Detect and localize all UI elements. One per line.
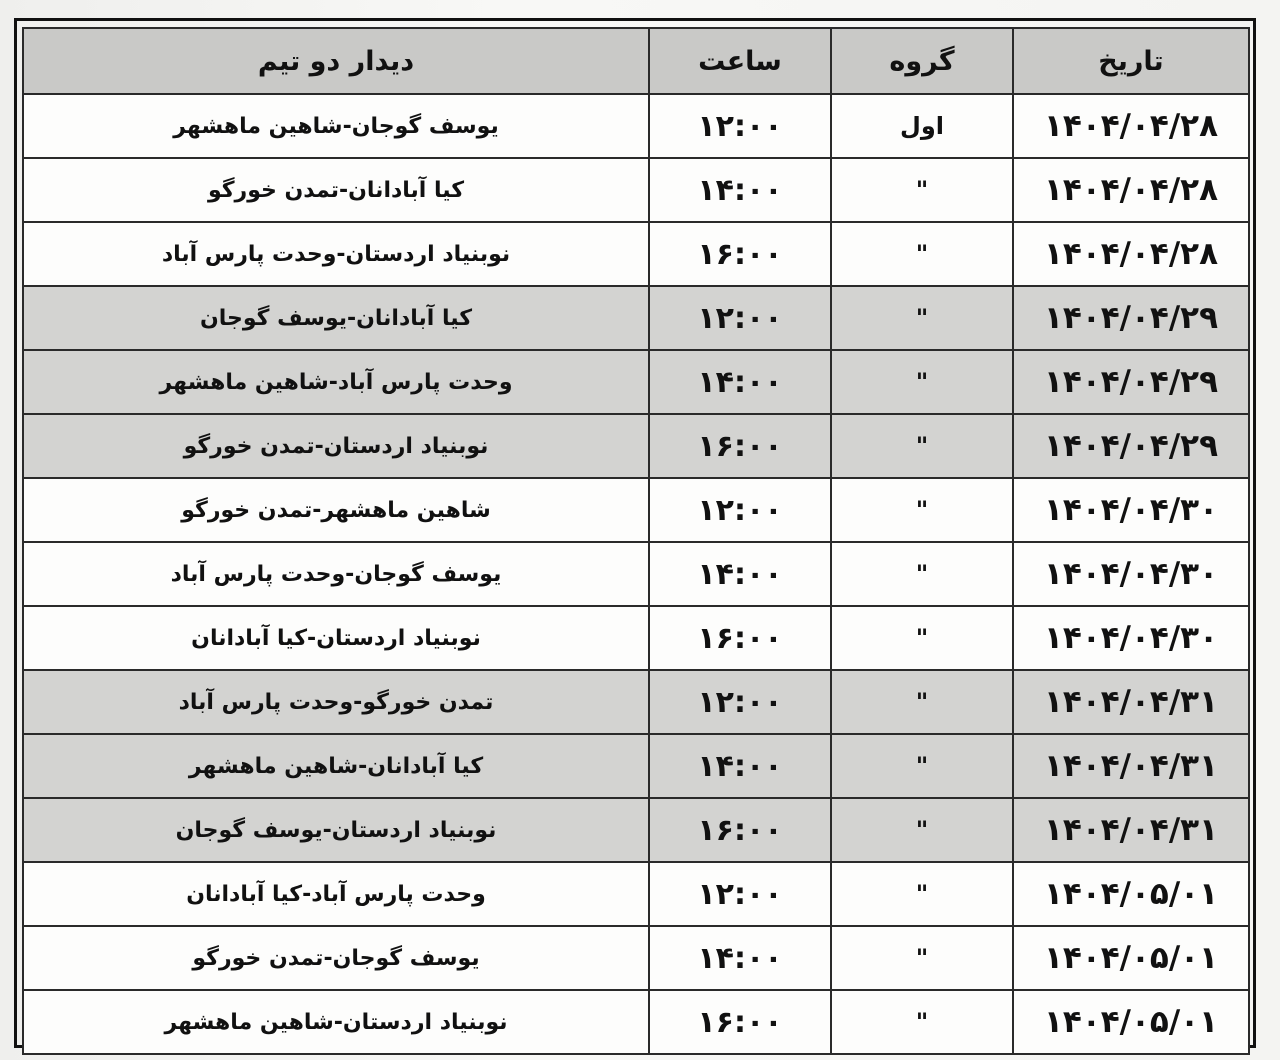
header-time: ساعت [649,28,831,94]
cell-date-text: ۱۴۰۴/۰۴/۲۸ [1043,172,1218,208]
cell-time [649,990,831,1054]
cell-match-text: وحدت پارس آباد-شاهین ماهشهر [159,369,513,395]
cell-date-text: ۱۴۰۴/۰۵/۰۱ [1043,876,1218,912]
cell-date-text: ۱۴۰۴/۰۴/۲۹ [1043,364,1218,400]
cell-group [831,286,1013,350]
table-row [23,734,1249,798]
cell-group-text: " [915,944,929,972]
cell-date [1013,990,1249,1054]
cell-match [23,414,649,478]
cell-match [23,734,649,798]
cell-time-text: ۱۶:۰۰ [697,428,783,464]
header-group: گروه [831,28,1013,94]
cell-group-text: اول [900,112,944,140]
cell-match-text: یوسف گوجان-وحدت پارس آباد [170,561,502,587]
table-row [23,414,1249,478]
cell-group [831,158,1013,222]
cell-date [1013,94,1249,158]
table-row [23,222,1249,286]
cell-time-text: ۱۲:۰۰ [697,300,783,336]
cell-group-text: " [915,1008,929,1036]
cell-date-text: ۱۴۰۴/۰۴/۳۰ [1043,492,1218,528]
cell-time [649,94,831,158]
cell-date [1013,158,1249,222]
cell-group-text: " [915,560,929,588]
table-row [23,862,1249,926]
table-row [23,798,1249,862]
cell-date-text: ۱۴۰۴/۰۵/۰۱ [1043,1004,1218,1040]
cell-time-text: ۱۶:۰۰ [697,236,783,272]
cell-time [649,798,831,862]
cell-match-text: نوبنیاد اردستان-تمدن خورگو [183,433,489,459]
cell-date-text: ۱۴۰۴/۰۴/۲۸ [1043,236,1218,272]
cell-match [23,94,649,158]
header-match: دیدار دو تیم [23,28,649,94]
cell-group [831,94,1013,158]
cell-date-text: ۱۴۰۴/۰۴/۲۹ [1043,300,1218,336]
table-row [23,94,1249,158]
cell-time-text: ۱۴:۰۰ [697,748,783,784]
cell-date [1013,862,1249,926]
cell-time [649,606,831,670]
cell-match-text: تمدن خورگو-وحدت پارس آباد [178,689,494,715]
cell-group [831,222,1013,286]
cell-date-text: ۱۴۰۴/۰۴/۲۸ [1043,108,1218,144]
cell-date [1013,414,1249,478]
table-row [23,990,1249,1054]
cell-date-text: ۱۴۰۴/۰۴/۳۰ [1043,620,1218,656]
cell-group [831,478,1013,542]
cell-time-text: ۱۲:۰۰ [697,876,783,912]
cell-match [23,926,649,990]
table-row [23,478,1249,542]
cell-time [649,222,831,286]
cell-time-text: ۱۶:۰۰ [697,1004,783,1040]
cell-time [649,414,831,478]
cell-group [831,862,1013,926]
cell-time-text: ۱۲:۰۰ [697,492,783,528]
cell-time-text: ۱۴:۰۰ [697,364,783,400]
cell-date-text: ۱۴۰۴/۰۴/۳۱ [1043,748,1218,784]
cell-match [23,222,649,286]
cell-date-text: ۱۴۰۴/۰۴/۳۱ [1043,812,1218,848]
cell-date [1013,670,1249,734]
cell-match [23,862,649,926]
cell-group-text: " [915,240,929,268]
cell-match [23,670,649,734]
cell-group-text: " [915,432,929,460]
cell-group [831,798,1013,862]
cell-group [831,414,1013,478]
cell-time [649,926,831,990]
cell-date-text: ۱۴۰۴/۰۴/۳۱ [1043,684,1218,720]
cell-time [649,158,831,222]
cell-match [23,286,649,350]
table-row [23,350,1249,414]
cell-match [23,478,649,542]
cell-match [23,990,649,1054]
table-row [23,606,1249,670]
cell-group [831,990,1013,1054]
cell-date [1013,350,1249,414]
cell-match [23,158,649,222]
table-row [23,158,1249,222]
cell-match-text: کیا آبادانان-تمدن خورگو [207,177,465,203]
cell-date [1013,734,1249,798]
cell-date-text: ۱۴۰۴/۰۴/۳۰ [1043,556,1218,592]
cell-time-text: ۱۴:۰۰ [697,172,783,208]
header-date: تاریخ [1013,28,1249,94]
table-header-row [23,28,1249,94]
cell-time [649,734,831,798]
table-row [23,286,1249,350]
cell-group-text: " [915,880,929,908]
cell-group-text: " [915,816,929,844]
cell-group-text: " [915,368,929,396]
cell-match-text: کیا آبادانان-شاهین ماهشهر [188,753,484,779]
table-body [23,94,1249,1054]
table-row [23,926,1249,990]
cell-group-text: " [915,752,929,780]
cell-group-text: " [915,496,929,524]
cell-date-text: ۱۴۰۴/۰۴/۲۹ [1043,428,1218,464]
cell-group-text: " [915,176,929,204]
cell-group [831,926,1013,990]
cell-time [649,862,831,926]
cell-time-text: ۱۶:۰۰ [697,620,783,656]
cell-date [1013,286,1249,350]
cell-match [23,606,649,670]
cell-date [1013,798,1249,862]
cell-time [649,670,831,734]
cell-time [649,478,831,542]
cell-time [649,350,831,414]
cell-group [831,734,1013,798]
cell-match-text: نوبنیاد اردستان-شاهین ماهشهر [164,1009,508,1035]
cell-date [1013,542,1249,606]
cell-match-text: یوسف گوجان-شاهین ماهشهر [173,113,499,139]
cell-match [23,798,649,862]
cell-time [649,286,831,350]
cell-date [1013,926,1249,990]
cell-group [831,350,1013,414]
cell-time-text: ۱۶:۰۰ [697,812,783,848]
cell-time-text: ۱۴:۰۰ [697,940,783,976]
table-row [23,670,1249,734]
cell-match [23,350,649,414]
table-row [23,542,1249,606]
cell-match-text: نوبنیاد اردستان-یوسف گوجان [175,817,497,843]
cell-date-text: ۱۴۰۴/۰۵/۰۱ [1043,940,1218,976]
cell-date [1013,478,1249,542]
cell-group-text: " [915,688,929,716]
cell-time-text: ۱۴:۰۰ [697,556,783,592]
cell-match-text: نوبنیاد اردستان-وحدت پارس آباد [161,241,511,267]
cell-time-text: ۱۲:۰۰ [697,684,783,720]
cell-match-text: یوسف گوجان-تمدن خورگو [192,945,480,971]
cell-group-text: " [915,304,929,332]
cell-date [1013,222,1249,286]
cell-group-text: " [915,624,929,652]
cell-match [23,542,649,606]
cell-date [1013,606,1249,670]
cell-time [649,542,831,606]
cell-match-text: وحدت پارس آباد-کیا آبادانان [186,881,486,907]
cell-group [831,670,1013,734]
match-schedule-table [22,27,1250,1055]
cell-time-text: ۱۲:۰۰ [697,108,783,144]
cell-group [831,606,1013,670]
cell-match-text: نوبنیاد اردستان-کیا آبادانان [191,625,481,651]
cell-match-text: شاهین ماهشهر-تمدن خورگو [181,497,491,523]
cell-group [831,542,1013,606]
cell-match-text: کیا آبادانان-یوسف گوجان [199,305,473,331]
